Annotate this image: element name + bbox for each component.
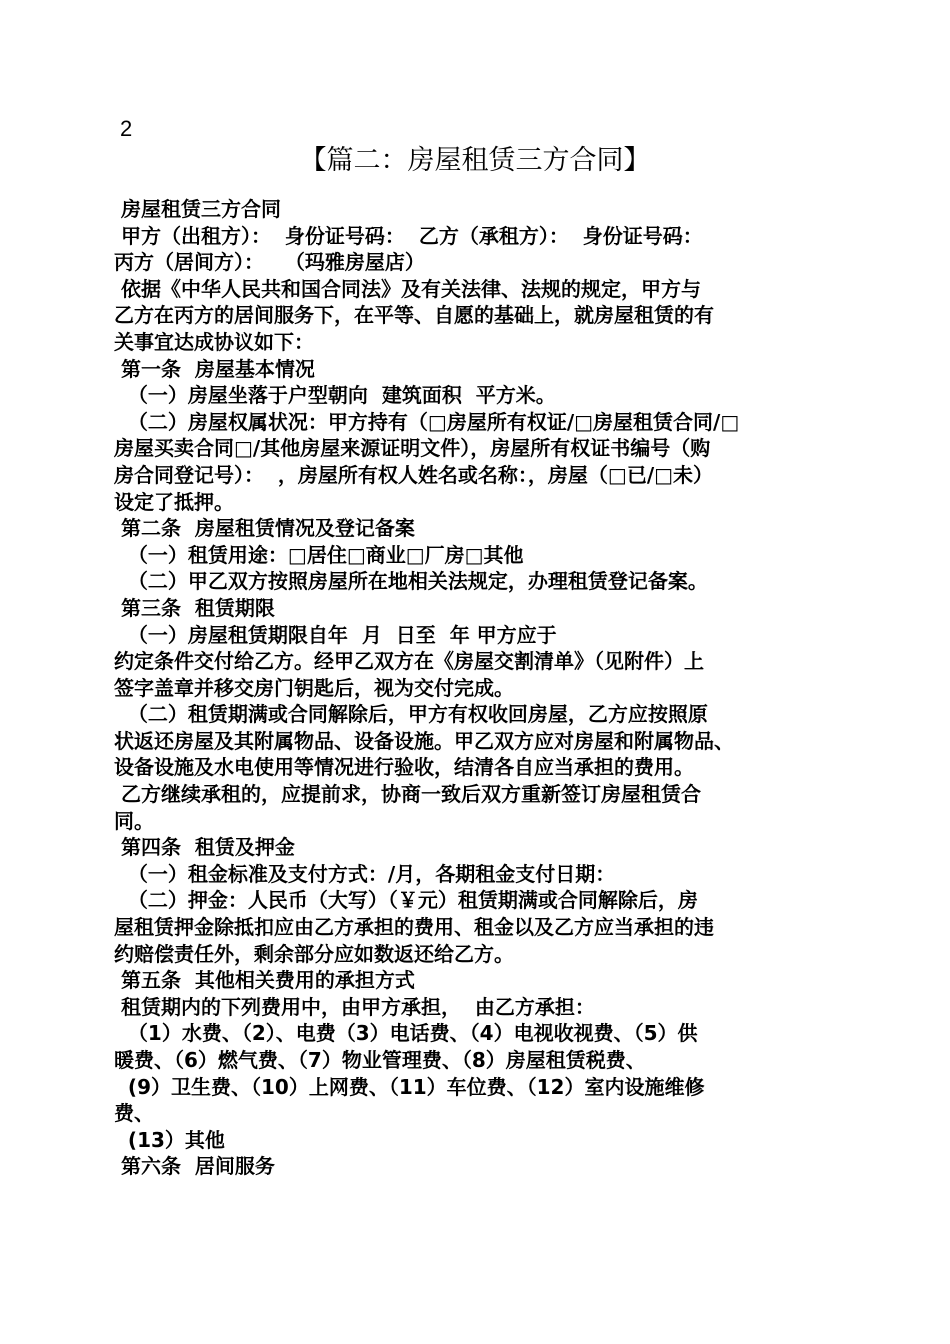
contract-line: (13）其他 [114,1127,225,1152]
contract-line: 第三条 租赁期限 [114,595,275,620]
contract-line: 房屋买卖合同□/其他房屋来源证明文件），房屋所有权证书编号（购 [114,436,711,461]
contract-line: （一）租赁用途：□居住□商业□厂房□其他 [114,542,524,567]
contract-line: （一）租金标准及支付方式：/月，各期租金支付日期： [114,861,616,886]
contract-line: (9）卫生费、（10）上网费、（11）车位费、（12）室内设施维修 [114,1074,705,1099]
contract-line: 依据《中华人民共和国合同法》及有关法律、法规的规定，甲方与 [114,276,701,301]
contract-line: 暖费、（6）燃气费、（7）物业管理费、（8）房屋租赁税费、 [114,1048,646,1072]
contract-line: （二）房屋权属状况：甲方持有（□房屋所有权证/□房屋租赁合同/□ [114,409,740,434]
contract-line: 第六条 居间服务 [114,1154,275,1179]
contract-body [114,196,854,1180]
contract-line: 第二条 房屋租赁情况及登记备案 [114,516,415,541]
document-title: 【篇二：房屋租赁三方合同】 [299,145,651,176]
contract-line: 同。 [114,808,154,833]
contract-line: （一）房屋租赁期限自年 月 日至 年 甲方应于 [114,622,557,647]
contract-line: 房合同登记号）： ，房屋所有权人姓名或名称：，房屋（□已/□未） [114,462,714,487]
contract-line: 关事宜达成协议如下： [114,329,314,354]
contract-line: 约赔偿责任外，剩余部分应如数返还给乙方。 [114,941,514,966]
contract-line: （1）水费、（2）、电费（3）电话费、（4）电视收视费、（5）供 [114,1021,698,1046]
contract-line: 约定条件交付给乙方。经甲乙双方在《房屋交割清单》（见附件）上 [114,649,704,674]
contract-line: 第四条 租赁及押金 [114,835,295,860]
contract-line: 甲方（出租方）： 身份证号码： 乙方（承租方）： 身份证号码： [114,223,703,248]
contract-line: （一）房屋坐落于户型朝向 建筑面积 平方米。 [114,383,556,408]
contract-line: 第一条 房屋基本情况 [114,356,315,381]
contract-line: 丙方（居间方）： （玛雅房屋店） [114,250,425,275]
contract-line: （二）甲乙双方按照房屋所在地相关法规定，办理租赁登记备案。 [114,569,708,594]
contract-line: 费、 [114,1101,154,1126]
contract-line: 房屋租赁三方合同 [114,197,281,221]
contract-line: 状返还房屋及其附属物品、设备设施。甲乙双方应对房屋和附属物品、 [114,728,734,753]
contract-line: 设备设施及水电使用等情况进行验收，结清各自应当承担的费用。 [114,755,694,780]
contract-line: 乙方在丙方的居间服务下，在平等、自愿的基础上，就房屋租赁的有 [114,303,714,328]
contract-line: 设定了抵押。 [114,489,234,514]
page-number: 2 [120,116,133,141]
contract-line: 第五条 其他相关费用的承担方式 [114,968,415,993]
contract-line: （二）租赁期满或合同解除后，甲方有权收回房屋，乙方应按照原 [114,702,708,727]
contract-line: 乙方继续承租的，应提前求，协商一致后双方重新签订房屋租赁合 [114,782,701,807]
contract-line: 租赁期内的下列费用中，由甲方承担， 由乙方承担： [114,994,595,1019]
contract-line: 屋租赁押金除抵扣应由乙方承担的费用、租金以及乙方应当承担的违 [114,915,714,940]
contract-line: （二）押金：人民币（大写）（￥元）租赁期满或合同解除后，房 [114,888,698,913]
contract-line: 签字盖章并移交房门钥匙后，视为交付完成。 [114,675,514,700]
